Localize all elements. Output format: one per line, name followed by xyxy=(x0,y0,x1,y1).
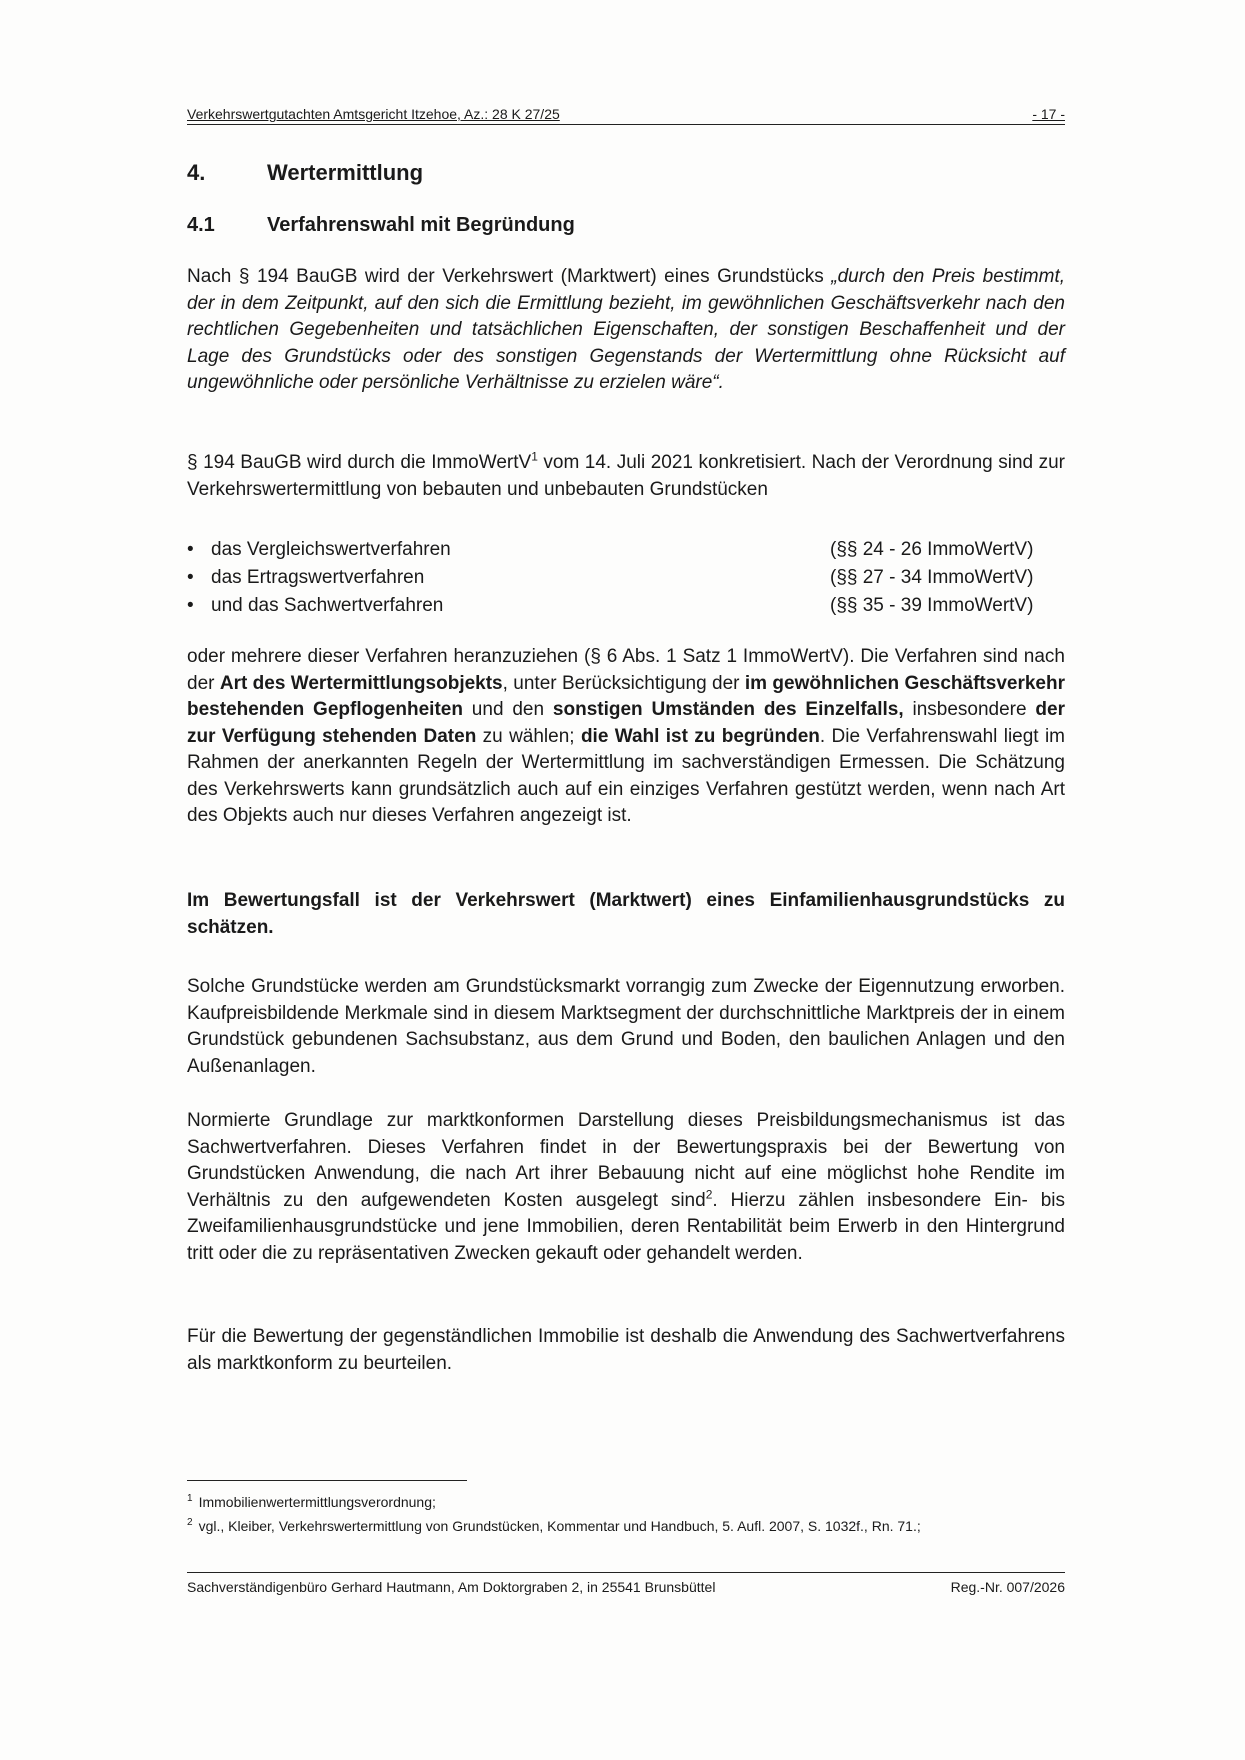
paragraph-lead: Nach § 194 BauGB wird der Verkehrswert (Marktwert) eines Grundstücks xyxy=(187,266,832,287)
section-heading xyxy=(187,160,423,186)
paragraph-text: zu wählen; xyxy=(476,725,581,747)
list-item xyxy=(187,564,1065,592)
footnote xyxy=(187,1490,1065,1514)
list-item xyxy=(187,536,1065,564)
page-number: - 17 - xyxy=(1032,106,1065,122)
paragraph-bold: die Wahl ist zu begründen xyxy=(580,725,820,747)
footnote-ref: 1 xyxy=(531,449,538,464)
paragraph-valuation-case xyxy=(187,888,1065,941)
section-title: Wertermittlung xyxy=(267,160,424,185)
footnote-number: 2 xyxy=(187,1517,193,1529)
section-number: 4. xyxy=(187,160,206,185)
method-list xyxy=(187,536,1065,620)
paragraph-text: , unter Berücksichtigung der xyxy=(502,672,745,694)
list-item xyxy=(187,592,1065,620)
paragraph-bold: im gewöhnlichen Geschäftsverkehr bestehenden Gepflogenheiten xyxy=(187,672,1065,720)
paragraph-bold: Art des Wertermittlungsobjekts xyxy=(219,672,503,694)
list-item-label: das Vergleichswertverfahren xyxy=(211,539,451,560)
paragraph-text: . Die Verfahrenswahl liegt im Rahmen der anerkannten Regeln der Wertermittlung im sachverständigen Ermessen. Die Schätzung des Verkehrswerts kann grundsätzlich auch auf ein einziges Verfahren gestützt werden, wenn nach Art des Objekts auch nur dieses Verfahren angezeigt ist. xyxy=(187,725,1065,826)
paragraph-method-choice xyxy=(187,644,1065,830)
subsection-heading xyxy=(187,214,575,237)
paragraph-conclusion xyxy=(187,1324,1065,1377)
list-item-label: das Ertragswertverfahren xyxy=(211,567,425,588)
paragraph-text: und den xyxy=(462,699,553,720)
footnote xyxy=(187,1514,1065,1538)
paragraph-definition xyxy=(187,264,1065,397)
list-item-ref: (§§ 27 - 34 ImmoWertV) xyxy=(830,567,1034,588)
footnote-text: Immobilienwertermittlungsverordnung; xyxy=(198,1494,436,1510)
paragraph-text: . Hierzu zählen insbesondere Ein- bis Zweifamilienhausgrundstücke und jene Immobilien, deren Rentabilität beim Erwerb in den Hintergrund tritt oder die zu repräsentativen Zwecken gekauft oder gehandelt werden. xyxy=(187,1189,1065,1264)
paragraph-text: Im Bewertungsfall ist der Verkehrswert (Marktwert) eines Einfamilienhausgrundstücks zu schätzen. xyxy=(187,890,1065,938)
footnote-text: vgl., Kleiber, Verkehrswertermittlung von Grundstücken, Kommentar und Handbuch, 5. Aufl. 2007, S. 1032f., Rn. 71.; xyxy=(198,1518,921,1534)
paragraph-regulation xyxy=(187,450,1065,503)
paragraph-text: Solche Grundstücke werden am Grundstücksmarkt vorrangig zum Zwecke der Eigennutzung erworben. Kaufpreisbildende Merkmale sind in diesem Marktsegment der durchschnittliche Marktpreis der in einem Grundstück gebundenen Sachsubstanz, aus dem Grund und Boden, den baulichen Anlagen und den Außenanlagen. xyxy=(187,976,1065,1077)
footnotes xyxy=(187,1490,1065,1538)
paragraph-sachwert xyxy=(187,1108,1065,1267)
paragraph-text: vom 14. Juli 2021 konkretisiert. Nach der Verordnung sind zur Verkehrswertermittlung von bebauten und unbebauten Grundstücken xyxy=(187,452,1066,500)
paragraph-quote: „durch den Preis bestimmt, der in dem Zeitpunkt, auf den sich die Ermittlung bezieht, im gewöhnlichen Geschäftsverkehr nach den rechtlichen Gegebenheiten und tatsächlichen Eigenschaften, der sonstigen Beschaffenheit und der Lage des Grundstücks oder des sonstigen Gegenstands der Wertermittlung ohne Rücksicht auf ungewöhnliche oder persönliche Verhältnisse zu erzielen wäre“. xyxy=(187,266,1065,393)
list-item-label: und das Sachwertverfahren xyxy=(211,595,444,616)
subsection-number: 4.1 xyxy=(187,214,215,236)
paragraph-text: § 194 BauGB wird durch die ImmoWertV xyxy=(187,452,532,473)
paragraph-bold: sonstigen Umständen des Einzelfalls, xyxy=(552,699,904,720)
paragraph-text: insbesondere xyxy=(903,699,1036,720)
paragraph-text: Für die Bewertung der gegenständlichen Immobilie ist deshalb die Anwendung des Sachwertverfahrens als marktkonform zu beurteilen. xyxy=(187,1326,1065,1374)
footer-reg-number: Reg.-Nr. 007/2026 xyxy=(950,1579,1065,1595)
list-item-ref: (§§ 24 - 26 ImmoWertV) xyxy=(830,539,1034,560)
footnote-ref: 2 xyxy=(705,1187,713,1202)
page-header xyxy=(187,104,1065,125)
footer-office: Sachverständigenbüro Gerhard Hautmann, Am Doktorgraben 2, in 25541 Brunsbüttel xyxy=(187,1579,716,1595)
list-item-ref: (§§ 35 - 39 ImmoWertV) xyxy=(830,595,1034,616)
paragraph-text: oder mehrere dieser Verfahren heranzuziehen (§ 6 Abs. 1 Satz 1 ImmoWertV). Die Verfahren sind nach der xyxy=(187,646,1065,694)
paragraph-text: Normierte Grundlage zur marktkonformen Darstellung dieses Preisbildungsmechanismus ist das Sachwertverfahren. Dieses Verfahren findet in der Bewertungspraxis bei der Bewertung von Grundstücken Anwendung, die nach Art ihrer Bebauung nicht auf eine möglichst hohe Rendite im Verhältnis zu den aufgewendeten Kosten ausgelegt sind xyxy=(187,1110,1065,1211)
header-reference: Verkehrswertgutachten Amtsgericht Itzehoe, Az.: 28 K 27/25 xyxy=(187,106,560,122)
subsection-title: Verfahrenswahl mit Begründung xyxy=(267,214,575,236)
paragraph-bold: der zur Verfügung stehenden Daten xyxy=(187,699,1065,747)
footnote-divider xyxy=(187,1480,467,1481)
footnote-number: 1 xyxy=(187,1493,193,1505)
page-footer xyxy=(187,1572,1065,1601)
paragraph-market xyxy=(187,974,1065,1080)
